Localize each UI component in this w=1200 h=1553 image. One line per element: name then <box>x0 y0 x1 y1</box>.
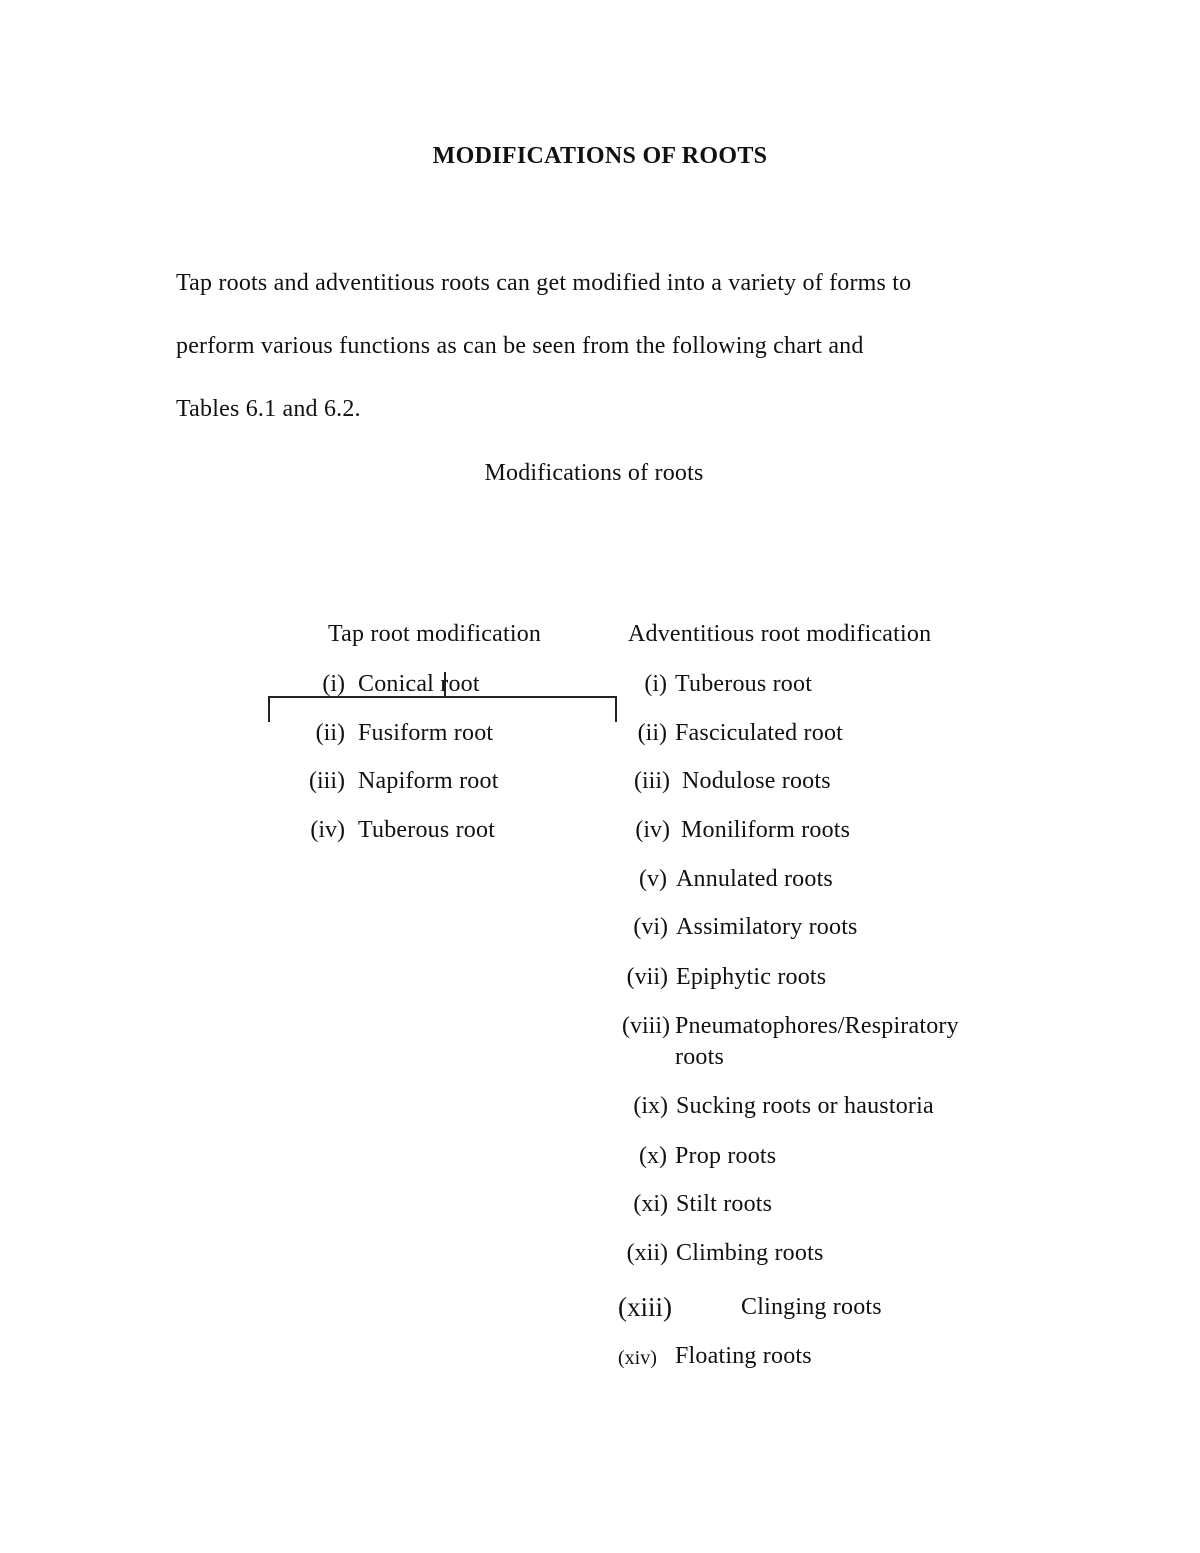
tap-root-item: Conical root <box>358 671 480 697</box>
intro-line-3: Tables 6.1 and 6.2. <box>176 396 361 422</box>
adventitious-root-item: Floating roots <box>675 1343 812 1369</box>
tap-root-heading: Tap root modification <box>328 621 542 647</box>
intro-line-2: perform various functions as can be seen from the following chart and <box>176 333 864 359</box>
adventitious-root-num: (xiv) <box>618 1347 657 1369</box>
connector-right-drop <box>615 696 617 722</box>
chart-title: Modifications of roots <box>484 460 704 486</box>
adventitious-root-num: (i) <box>644 671 667 697</box>
adventitious-root-item: Nodulose roots <box>682 768 831 794</box>
tap-root-num: (iv) <box>310 817 345 843</box>
tap-root-num: (ii) <box>315 720 345 746</box>
adventitious-root-num: (iv) <box>635 817 670 843</box>
adventitious-root-item: Moniliform roots <box>681 817 851 843</box>
adventitious-root-item: Stilt roots <box>676 1191 773 1217</box>
adventitious-root-item: Tuberous root <box>675 671 813 697</box>
tap-root-item: Tuberous root <box>358 817 496 843</box>
adventitious-root-num: (xiii) <box>618 1292 672 1322</box>
adventitious-root-item: Epiphytic roots <box>676 964 827 990</box>
tap-root-item: Napiform root <box>358 768 499 794</box>
adventitious-root-num: (iii) <box>634 768 670 794</box>
adventitious-root-item: Fasciculated root <box>675 720 844 746</box>
tap-root-item: Fusiform root <box>358 720 494 746</box>
adventitious-root-num: (vi) <box>633 914 668 940</box>
adventitious-root-num: (viii) <box>622 1013 670 1039</box>
page-title: MODIFICATIONS OF ROOTS <box>432 143 768 169</box>
tap-root-num: (i) <box>322 671 345 697</box>
adventitious-root-heading: Adventitious root modification <box>628 621 932 647</box>
adventitious-root-item: Clinging roots <box>741 1294 882 1320</box>
intro-line-1: Tap roots and adventitious roots can get modified into a variety of forms to <box>176 270 912 296</box>
adventitious-root-item-continuation: roots <box>675 1044 724 1070</box>
tap-root-num: (iii) <box>309 768 345 794</box>
adventitious-root-num: (ix) <box>633 1093 668 1119</box>
adventitious-root-item: Prop roots <box>675 1143 777 1169</box>
adventitious-root-item: Climbing roots <box>676 1240 824 1266</box>
adventitious-root-num: (xii) <box>626 1240 668 1266</box>
adventitious-root-item: Annulated roots <box>676 866 833 892</box>
adventitious-root-num: (v) <box>639 866 667 892</box>
adventitious-root-item: Pneumatophores/Respiratory <box>675 1013 959 1039</box>
adventitious-root-num: (xi) <box>633 1191 668 1217</box>
adventitious-root-num: (vii) <box>626 964 668 990</box>
connector-left-drop <box>268 696 270 722</box>
adventitious-root-num: (x) <box>639 1143 667 1169</box>
adventitious-root-num: (ii) <box>637 720 667 746</box>
adventitious-root-item: Sucking roots or haustoria <box>676 1093 934 1119</box>
adventitious-root-item: Assimilatory roots <box>676 914 858 940</box>
